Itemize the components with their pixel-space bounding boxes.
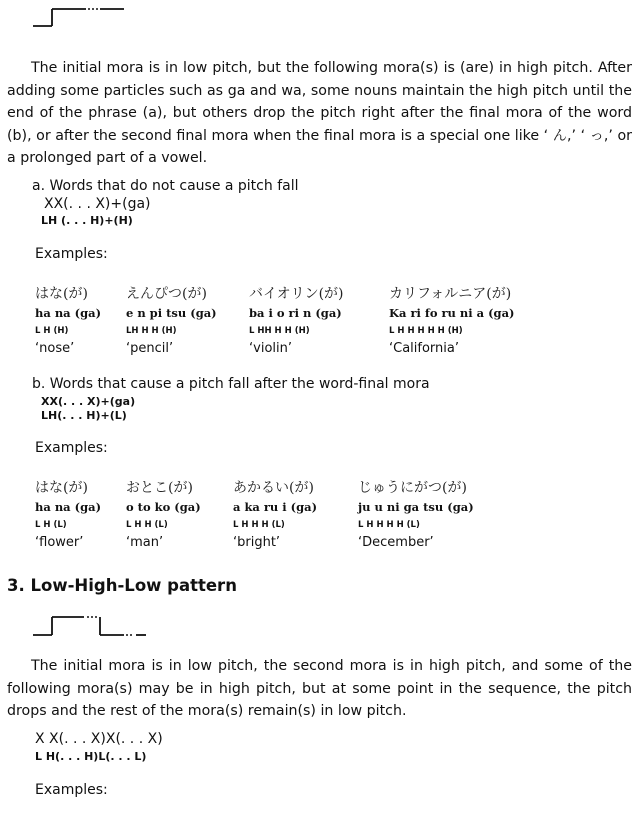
- example-a4-romaji: Ka ri fo ru ni a (ga): [389, 306, 515, 320]
- example-a2-japanese: えんぴつ(が): [126, 286, 207, 302]
- example-a4-japanese: カリフォルニア(が): [389, 286, 512, 302]
- example-b2-gloss: ‘man’: [126, 535, 164, 550]
- example-b1-romaji: ha na (ga): [35, 500, 102, 514]
- example-b4-romaji: ju u ni ga tsu (ga): [358, 500, 474, 514]
- example-b4-pitch: L H H H H (L): [358, 520, 420, 530]
- example-a4-gloss: ‘California’: [389, 341, 459, 356]
- example-b2-japanese: おとこ(が): [126, 480, 193, 496]
- section-3-heading: 3. Low-High-Low pattern: [7, 576, 237, 595]
- section-3-paragraph: The initial mora is in low pitch, the second mora is in high pitch, and some of the following mora(s) may be in high pitch, but at some point in the sequence, the pitch drops and the rest of the mora(s) remain(s) in low pitch.: [7, 658, 632, 719]
- example-b3-pitch: L H H H (L): [233, 520, 285, 530]
- example-a2-pitch: LH H H (H): [126, 326, 177, 336]
- example-b4-japanese: じゅうにがつ(が): [358, 480, 467, 496]
- example-b1-japanese: はな(が): [35, 480, 88, 496]
- section-a-title: a. Words that do not cause a pitch fall: [32, 178, 299, 194]
- example-b3-gloss: ‘bright’: [233, 535, 281, 550]
- example-a3-pitch: L HH H H (H): [249, 326, 310, 336]
- example-a2-gloss: ‘pencil’: [126, 341, 174, 356]
- example-b4-gloss: ‘December’: [358, 535, 434, 550]
- section-a-examples-label: Examples:: [35, 246, 108, 262]
- example-a2-romaji: e n pi tsu (ga): [126, 306, 217, 320]
- example-a1-gloss: ‘nose’: [35, 341, 75, 356]
- section-b-examples-label: Examples:: [35, 440, 108, 456]
- example-b1-pitch: L H (L): [35, 520, 67, 530]
- example-b3-romaji: a ka ru i (ga): [233, 500, 318, 514]
- example-a1-romaji: ha na (ga): [35, 306, 102, 320]
- example-b3-japanese: あかるい(が): [233, 480, 314, 496]
- example-a3-romaji: ba i o ri n (ga): [249, 306, 342, 320]
- section-3-formula: X X(. . . X)X(. . . X): [35, 731, 163, 747]
- low-high-low-pitch-diagram: [30, 610, 150, 640]
- section-3-pitch: L H(. . . H)L(. . . L): [35, 750, 147, 763]
- section-b-pitch: LH(. . . H)+(L): [41, 409, 127, 422]
- example-a1-japanese: はな(が): [35, 286, 88, 302]
- section-b-formula: XX(. . . X)+(ga): [41, 395, 136, 408]
- example-b1-gloss: ‘flower’: [35, 535, 84, 550]
- section-a-formula: XX(. . . X)+(ga): [44, 196, 151, 212]
- section-b-title: b. Words that cause a pitch fall after the word-final mora: [32, 376, 430, 392]
- intro-paragraph: The initial mora is in low pitch, but the following mora(s) is (are) in high pitch. After adding some particles such as ga and wa, some nouns maintain the high pitch until the end of the phrase (a), but others drop the pitch right after the final mora of the word (b), or after the second final mora when the final mora is a special one like ‘ ん,’ ‘ っ,’ or a prolonged part of a vowel.: [7, 60, 632, 166]
- example-a3-gloss: ‘violin’: [249, 341, 292, 356]
- section-a-pitch: LH (. . . H)+(H): [41, 214, 133, 227]
- section-3-examples-label: Examples:: [35, 782, 108, 798]
- low-high-pitch-diagram: [30, 0, 130, 30]
- example-a4-pitch: L H H H H H (H): [389, 326, 463, 336]
- example-b2-romaji: o to ko (ga): [126, 500, 201, 514]
- example-a3-japanese: バイオリン(が): [249, 286, 344, 302]
- example-b2-pitch: L H H (L): [126, 520, 168, 530]
- example-a1-pitch: L H (H): [35, 326, 69, 336]
